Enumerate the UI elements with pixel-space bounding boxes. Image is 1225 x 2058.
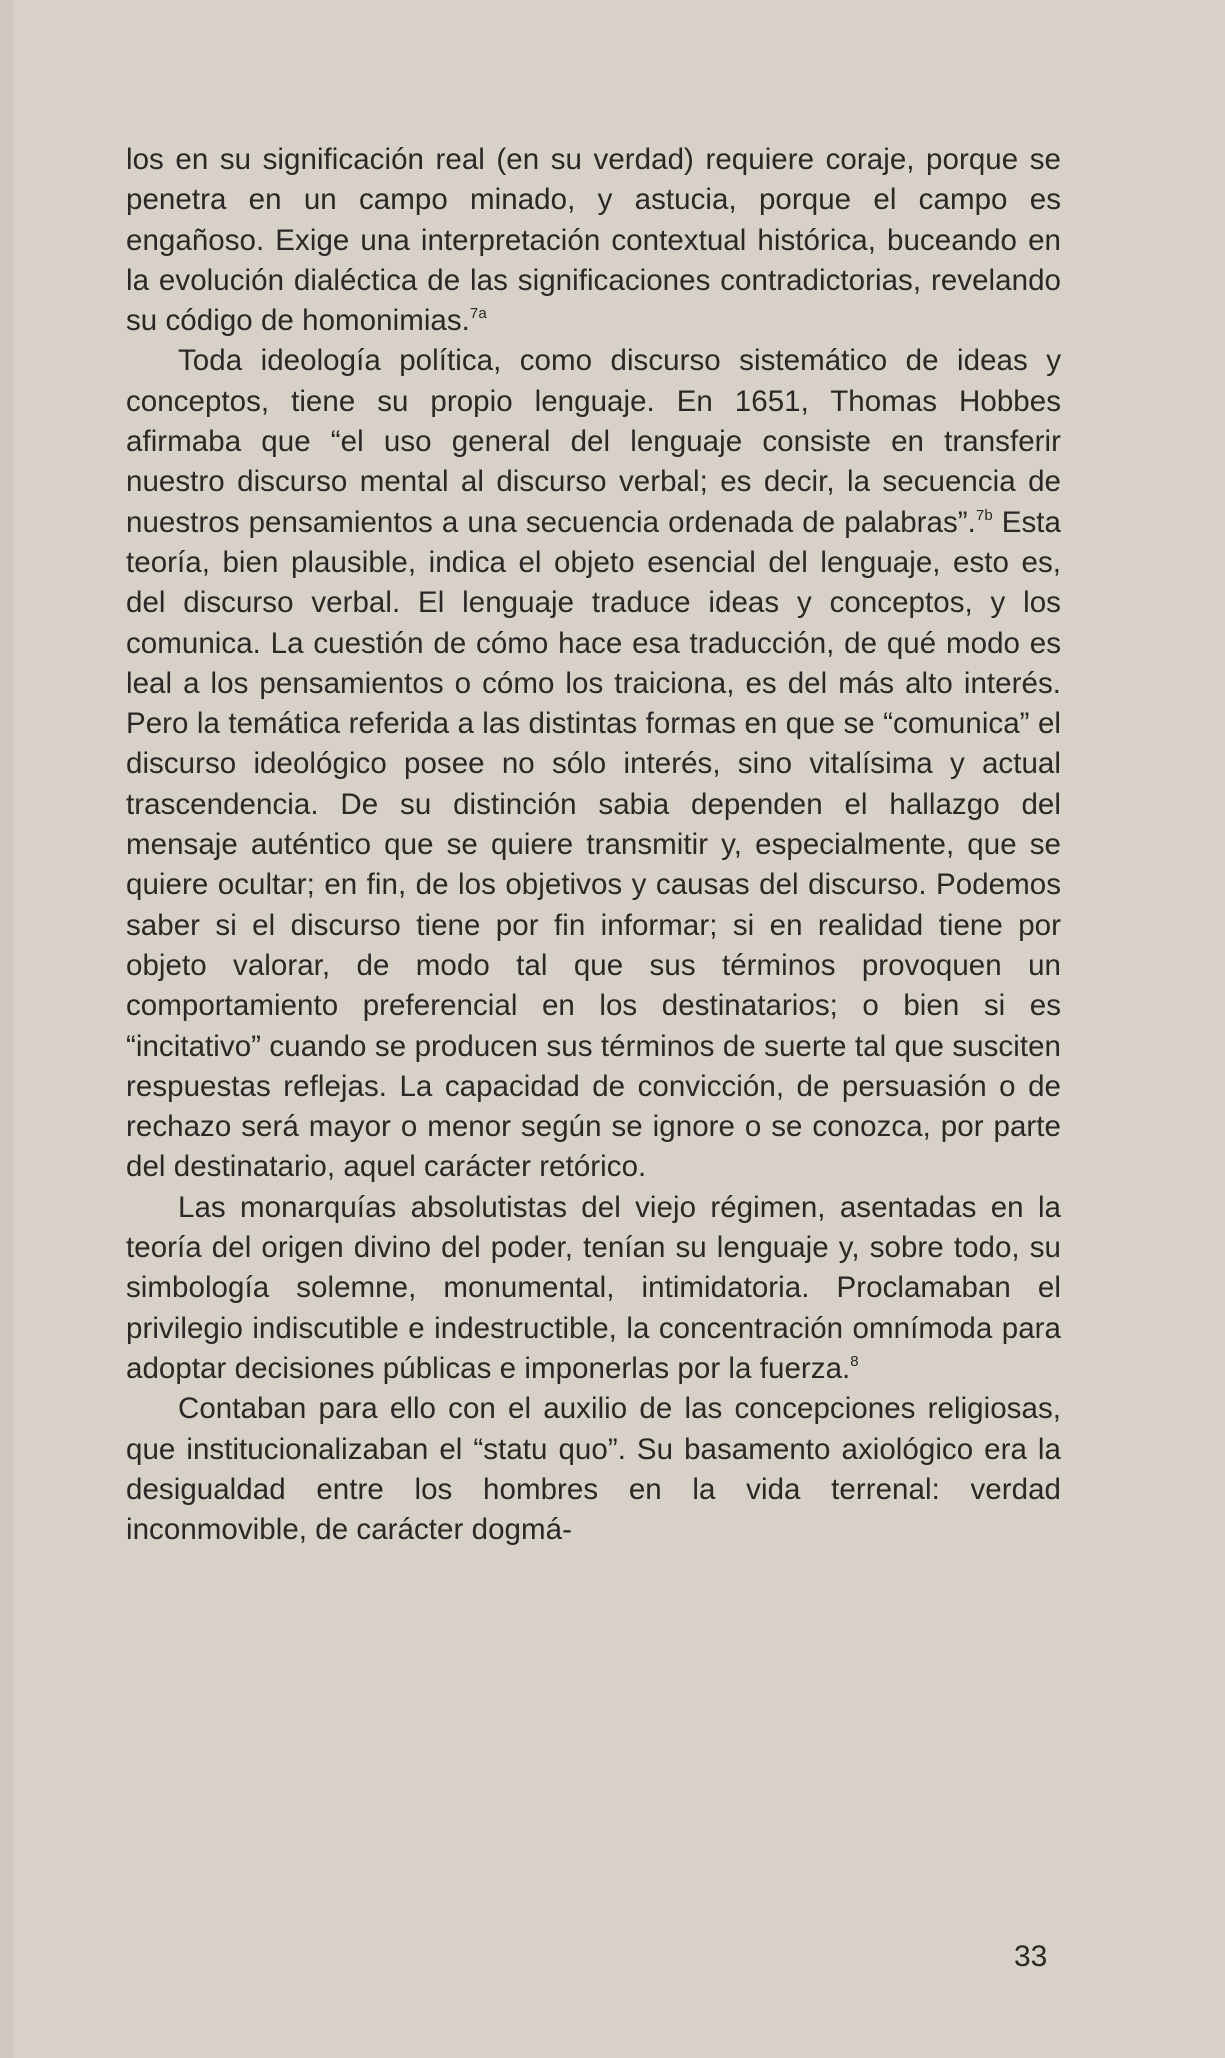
paragraph-2 [126,341,1061,1187]
paragraph-2-continuation: Esta teoría, bien plausible, indica el objeto esencial del lenguaje, esto es, del discurso verbal. El lenguaje traduce ideas y conceptos, y los comunica. La cuestión de cómo hace esa traducción, de qué modo es leal a los pensamientos o cómo los traiciona, es del más alto interés. Pero la temática referida a las distintas formas en que se “comunica” el discurso ideológico posee no sólo interés, sino vitalísima y actual trascendencia. De su distinción sabia dependen el hallazgo del mensaje auténtico que se quiere transmitir y, especialmente, que se quiere ocultar; en fin, de los objetivos y causas del discurso. Podemos saber si el discurso tiene por fin informar; si en realidad tiene por objeto valorar, de modo tal que sus términos provoquen un comportamiento preferencial en los destinatarios; o bien si es “incitativo” cuando se producen sus términos de suerte tal que susciten respuestas reflejas. La capacidad de convicción, de persuasión o de rechazo será mayor o menor según se ignore o se conozca, por parte del destinatario, aquel carácter retórico. [126,505,1061,1184]
footnote-ref-7b: 7b [975,506,993,524]
paragraph-4 [126,1389,1061,1550]
body-text [126,140,1061,1550]
paragraph-1-text: los en su significación real (en su verdad) requiere coraje, porque se penetra en un campo minado, y astucia, porque el campo es engañoso. Exige una interpretación contextual histórica, buceando en la evolución dialéctica de las significaciones contradictorias, revelando su código de homonimias. [126,143,1061,338]
paragraph-4-text: Contaban para ello con el auxilio de las concepciones religiosas, que institucionalizaban el “statu quo”. Su basamento axiológico era la desigualdad entre los hombres en la vida terrenal: verdad inconmovible, de carácter dogmá- [126,1392,1061,1547]
paragraph-3-text: Las monarquías absolutistas del viejo régimen, asentadas en la teoría del origen divino del poder, tenían su lenguaje y, sobre todo, su simbología solemne, monumental, intimidatoria. Proclamaban el privilegio indiscutible e indestructible, la concentración omnímoda para adoptar decisiones públicas e imponerlas por la fuerza. [126,1190,1061,1385]
paragraph-2-text: Toda ideología política, como discurso sistemático de ideas y conceptos, tiene su propio lenguaje. En 1651, Thomas Hobbes afirmaba que “el uso general del lenguaje consiste en transferir nuestro discurso mental al discurso verbal; es decir, la secuencia de nuestros pensamientos a una secuencia ordenada de palabras”. [126,344,1061,539]
paragraph-3 [126,1188,1061,1389]
paragraph-1 [126,140,1061,341]
footnote-ref-7a: 7a [469,305,487,323]
footnote-ref-8: 8 [850,1352,859,1370]
page-number: 33 [1014,1940,1048,1973]
